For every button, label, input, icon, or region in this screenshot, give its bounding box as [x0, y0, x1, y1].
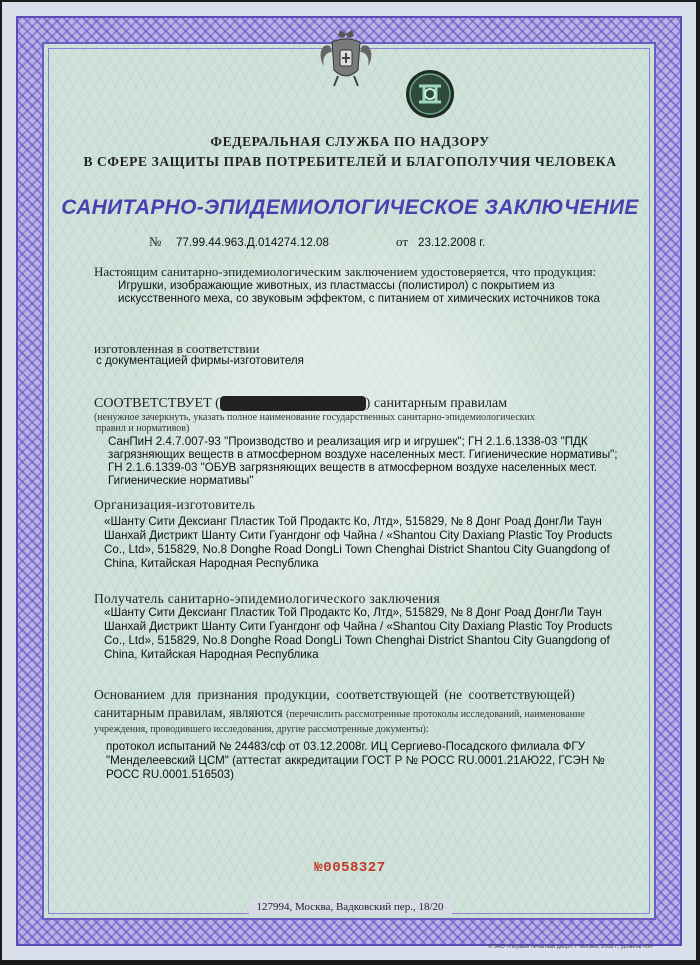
- document-title: САНИТАРНО-ЭПИДЕМИОЛОГИЧЕСКОЕ ЗАКЛЮЧЕНИЕ: [61, 196, 639, 219]
- hologram-seal-icon: [404, 68, 456, 120]
- address-text: 127994, Москва, Вадковский пер., 18/20: [249, 899, 452, 915]
- norm-line: загрязняющих веществ в атмосферном воздухе населенных мест. Гигиенические нормативы";: [108, 448, 618, 461]
- manufacturer-label: Организация-изготовитель: [94, 497, 256, 512]
- basis-line3: учреждения, проводившего исследования, другие рассмотренные документы):: [94, 724, 429, 735]
- norm-line: СанПиН 2.4.7.007-93 "Производство и реализация игр и игрушек"; ГН 2.1.6.1338-03 "ПДК: [108, 435, 588, 448]
- recipient-line: «Шанту Сити Дексианг Пластик Той Продактс Ко, Лтд», 515829, № 8 Донг Роад ДонгЛи Таун: [104, 606, 602, 619]
- compliance-line: СООТВЕТСТВУЕТ ( НЕ СООТВЕТСТВУЕТ ) санитарным правилам: [94, 396, 508, 411]
- manufacturer-line: China, Китайская Народная Республика: [104, 557, 319, 570]
- cert-number-label: №: [149, 234, 162, 249]
- product-intro: Настоящим санитарно-эпидемиологическим заключением удостоверяется, что продукция:: [94, 264, 597, 279]
- recipient-line: China, Китайская Народная Республика: [104, 648, 319, 661]
- basis-doc-line: "Менделеевский ЦСМ" (аттестат аккредитации ГОСТ Р № РОСС RU.0001.21АЮ22, ГСЭН №: [106, 754, 605, 767]
- product-line: Игрушки, изображающие животных, из пластмассы (полистирол) с покрытием из: [118, 279, 555, 292]
- agency-name-line1: ФЕДЕРАЛЬНАЯ СЛУЖБА ПО НАДЗОРУ: [210, 134, 490, 149]
- norm-line: Гигиенические нормативы": [108, 474, 254, 487]
- struck-option: НЕ СООТВЕТСТВУЕТ: [220, 396, 366, 411]
- cert-number: 77.99.44.963.Д.014274.12.08: [176, 236, 329, 249]
- norm-line: ГН 2.1.6.1339-03 "ОБУВ загрязняющих веществ в атмосферном воздухе населенных мест.: [108, 461, 597, 474]
- coat-of-arms-icon: [316, 28, 376, 90]
- compliance-rules: санитарным правилам: [373, 396, 508, 411]
- recipient-line: Co., Ltd», 515829, No.8 Donghe Road DongLi Town Chenghai District Shantou City Guangdong of: [104, 634, 610, 647]
- basis-line2-main: санитарным правилам, являются: [94, 705, 283, 720]
- basis-line2-note: (перечислить рассмотренные протоколы исследований, наименование: [286, 709, 585, 720]
- compliance-label: СООТВЕТСТВУЕТ: [94, 396, 212, 411]
- recipient-line: Шанхай Дистрикт Шанту Сити Гуангдонг оф Чайна / «Shantou City Daxiang Plastic Toy Products: [104, 620, 613, 633]
- cert-date: 23.12.2008 г.: [418, 236, 486, 249]
- basis-line1: Основанием для признания продукции, соответствующей (не соответствующей): [94, 687, 575, 702]
- recipient-label: Получатель санитарно-эпидемиологического заключения: [94, 591, 440, 606]
- cert-date-label: от: [396, 234, 409, 249]
- basis-doc-line: РОСС RU.0001.516503): [106, 768, 234, 781]
- product-line: искусственного меха, со звуковым эффектом, с питанием от химических источников тока: [118, 292, 600, 305]
- basis-line2: [94, 705, 585, 721]
- basis-doc-line: протокол испытаний № 24483/сф от 03.12.2008г. ИЦ Сергиево-Посадского филиала ФГУ: [106, 740, 586, 753]
- printer-imprint: © ЗАО «Первый печатный двор», г. Москва, 2008 г., уровень «В»: [488, 944, 653, 950]
- manufacturer-line: Co., Ltd», 515829, No.8 Donghe Road DongLi Town Chenghai District Shantou City Guangdong of: [104, 543, 610, 556]
- manufactured-label: изготовленная в соответствии: [94, 341, 260, 356]
- serial-number: №0058327: [314, 860, 386, 876]
- compliance-note: (ненужное зачеркнуть, указать полное наименование государственных санитарно-эпидемиологических: [94, 412, 535, 423]
- agency-address: [0, 901, 700, 913]
- compliance-note: правил и нормативов): [96, 423, 190, 434]
- manufacturer-line: Шанхай Дистрикт Шанту Сити Гуангдонг оф Чайна / «Shantou City Daxiang Plastic Toy Products: [104, 529, 613, 542]
- manufactured-value: с документацией фирмы-изготовителя: [96, 354, 304, 367]
- agency-name-line2: В СФЕРЕ ЗАЩИТЫ ПРАВ ПОТРЕБИТЕЛЕЙ И БЛАГОПОЛУЧИЯ ЧЕЛОВЕКА: [83, 154, 617, 169]
- manufacturer-line: «Шанту Сити Дексианг Пластик Той Продактс Ко, Лтд», 515829, № 8 Донг Роад ДонгЛи Таун: [104, 515, 602, 528]
